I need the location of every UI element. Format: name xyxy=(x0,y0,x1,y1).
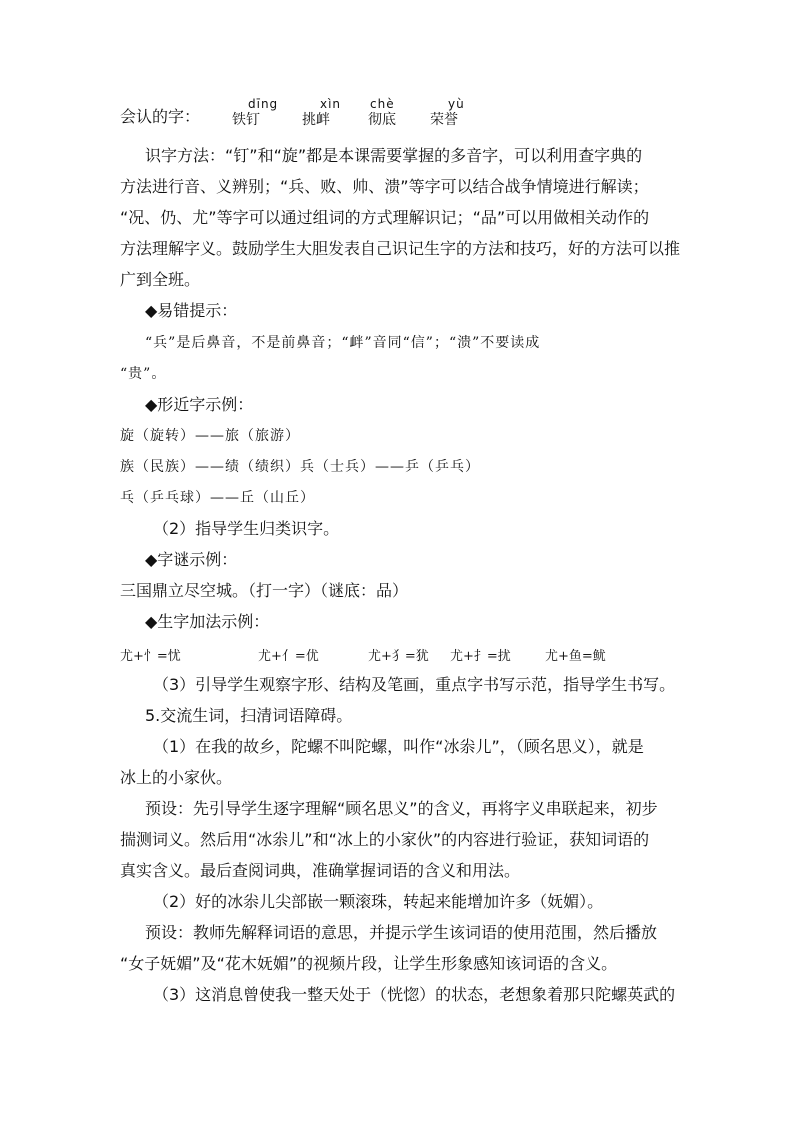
item-1-line-1: （1）在我的故乡，陀螺不叫陀螺，叫作“冰尜儿”，（顾名思义），就是 xyxy=(153,737,644,756)
item-1-line-2: 冰上的小家伙。 xyxy=(120,768,233,787)
word-chedi: 彻底 xyxy=(368,112,396,128)
preset-1-line-2: 揣测词义。然后用“冰尜儿”和“冰上的小家伙”的内容进行验证，获知词语的 xyxy=(120,830,650,849)
addition-formula-you2: 尤+亻=优 xyxy=(258,649,319,664)
method-line-4: 方法理解字义。鼓励学生大胆发表自己识记生字的方法和技巧，好的方法可以推 xyxy=(120,239,681,258)
item-2: （2）好的冰尜儿尖部嵌一颗滚珠，转起来能增加许多（妩媚）。 xyxy=(153,892,604,911)
preset-2-line-1: 预设：教师先解释词语的意思，并提示学生该词语的使用范围，然后播放 xyxy=(145,923,658,942)
preset-1-line-1: 预设：先引导学生逐字理解“顾名思义”的含义，再将字义串联起来，初步 xyxy=(145,799,658,818)
preset-2-line-2: “女子妩媚”及“花木妩媚”的视频片段，让学生形象感知该词语的含义。 xyxy=(120,954,618,973)
similar-line-1: 旋（旋转）——旅（旅游） xyxy=(120,428,300,444)
method-line-2: 方法进行音、义辨别；“兵、败、帅、溃”等字可以结合战争情境进行解读； xyxy=(120,177,649,196)
addition-heading: ◆生字加法示例： xyxy=(145,612,270,631)
similar-line-2: 族（民族）——绩（绩织）兵（士兵）——乒（乒乓） xyxy=(120,459,480,475)
pinyin-yu: yù xyxy=(448,97,465,111)
pinyin-ding: dīng xyxy=(248,97,279,111)
word-tiaoxin: 挑衅 xyxy=(302,112,330,128)
method-line-1: 识字方法：“钉”和“旋”都是本课需要掌握的多音字，可以利用查字典的 xyxy=(145,146,643,165)
method-line-3: “况、仍、尤”等字可以通过组词的方式理解识记；“品”可以用做相关动作的 xyxy=(120,208,650,227)
error-tips-line-2: “贵”。 xyxy=(120,366,167,382)
addition-formula-you5: 尤+鱼=鱿 xyxy=(545,649,606,664)
pinyin-che: chè xyxy=(370,97,395,111)
addition-formula-you1: 尤+忄=忧 xyxy=(120,649,181,664)
addition-formula-you3: 尤+犭=犹 xyxy=(368,649,429,664)
method-line-5: 广到全班。 xyxy=(120,270,201,289)
word-rongyu: 荣誉 xyxy=(430,112,458,128)
section-5-title: 5.交流生词，扫清词语障碍。 xyxy=(145,706,353,725)
riddle-heading: ◆字谜示例： xyxy=(145,550,238,569)
riddle-text: 三国鼎立尽空城。（打一字）（谜底：品） xyxy=(120,581,409,600)
error-tips-line-1: “兵”是后鼻音，不是前鼻音；“衅”音同“信”；“溃”不要读成 xyxy=(145,335,541,351)
pinyin-xin: xìn xyxy=(320,97,342,111)
guide-step-2: （2）指导学生归类识字。 xyxy=(153,519,340,538)
preset-1-line-3: 真实含义。最后查阅词典，准确掌握词语的含义和用法。 xyxy=(120,861,521,880)
similar-heading: ◆形近字示例： xyxy=(145,395,254,414)
guide-step-3: （3）引导学生观察字形、结构及笔画，重点字书写示范，指导学生书写。 xyxy=(153,675,676,694)
similar-line-3: 乓（乒乓球）——丘（山丘） xyxy=(120,490,315,506)
recognize-label: 会认的字： xyxy=(120,107,201,126)
word-tieding: 铁钉 xyxy=(232,112,260,128)
error-tips-heading: ◆易错提示： xyxy=(145,301,238,320)
item-3: （3）这消息曾使我一整天处于（恍惚）的状态，老想象着那只陀螺英武的 xyxy=(153,985,676,1004)
addition-formula-rao: 尤+扌=扰 xyxy=(450,649,511,664)
